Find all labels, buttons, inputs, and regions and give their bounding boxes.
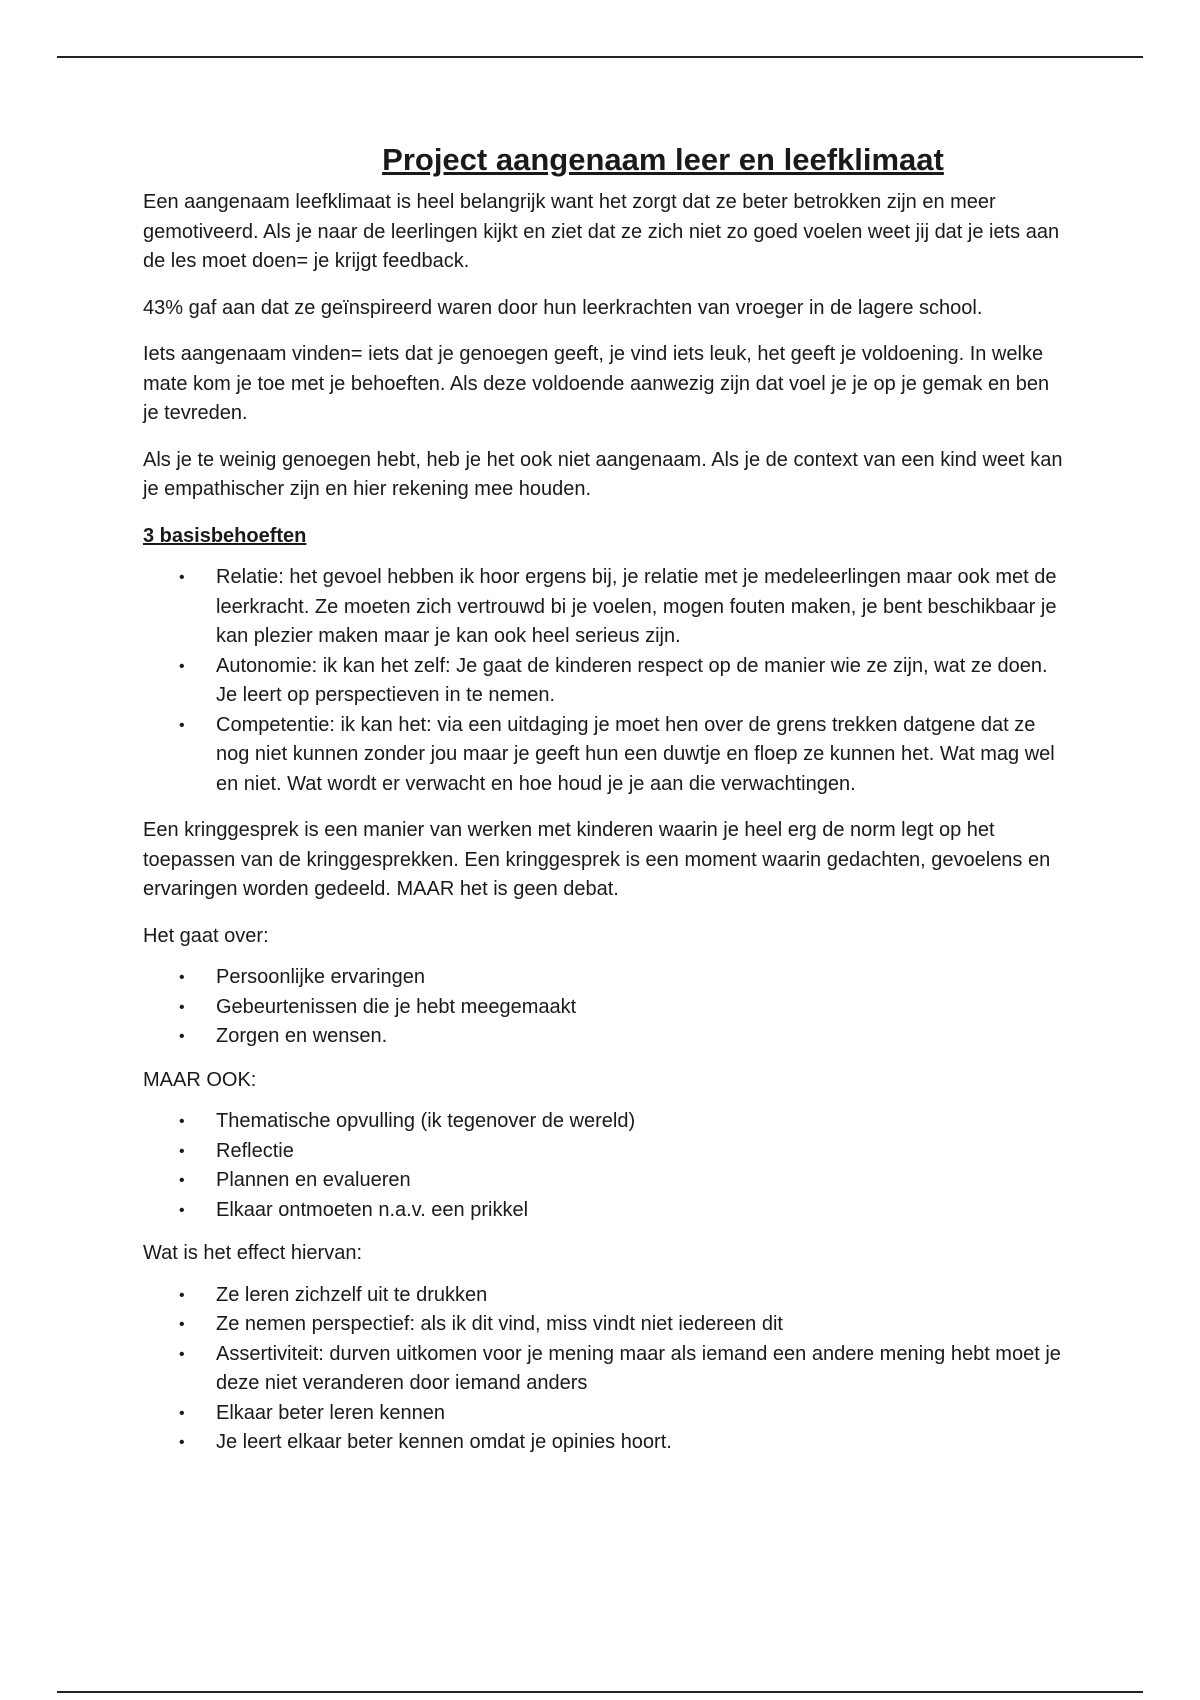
intro-paragraph-2: 43% gaf aan dat ze geïnspireerd waren door hun leerkrachten van vroeger in de lagere school. (143, 296, 983, 319)
bullet-icon: • (179, 657, 185, 675)
list-item (143, 1137, 1063, 1167)
list-item-text: Gebeurtenissen die je hebt meegemaakt (216, 995, 577, 1018)
list-item (143, 1281, 1063, 1311)
bullet-icon: • (179, 1142, 185, 1160)
list-item-text: Elkaar beter leren kennen (216, 1401, 446, 1424)
gaat-over-label: Het gaat over: (143, 924, 269, 947)
list-item (143, 1340, 1063, 1399)
bullet-icon: • (179, 1345, 185, 1363)
list-item-text: Elkaar ontmoeten n.a.v. een prikkel (216, 1198, 529, 1221)
list-item (143, 652, 1063, 711)
list-item (143, 1196, 1063, 1226)
list-item-text: Competentie: ik kan het: via een uitdaging je moet hen over de grens trekken datgene dat ze nog niet kunnen zonder jou maar je geeft hun een duwtje en floep ze kunnen het. Wat mag wel en niet. Wat wordt er verwacht en hoe houd je je aan die verwachtingen. (216, 713, 1055, 795)
list-item (143, 963, 1063, 993)
bullet-icon: • (179, 569, 185, 586)
list-item-text: Ze nemen perspectief: als ik dit vind, miss vindt niet iedereen dit (216, 1313, 783, 1335)
kringgesprek-paragraph: Een kringgesprek is een manier van werken met kinderen waarin je heel erg de norm legt op het toepassen van de kringgesprekken. Een kringgesprek is een moment waarin gedachten, gevoelens en ervaringen worden gedeeld. MAAR het is geen debat. (143, 819, 1051, 900)
list-item (143, 1310, 1063, 1340)
basisbehoeften-list (143, 563, 1063, 799)
list-item-text: Thematische opvulling (ik tegenover de wereld) (216, 1110, 636, 1132)
list-item-text: Autonomie: ik kan het zelf: Je gaat de kinderen respect op de manier wie ze zijn, wat ze doen. Je leert op perspectieven in te nemen. (216, 654, 1048, 706)
list-item (143, 1107, 1063, 1137)
gaat-over-list (143, 963, 1063, 1052)
bullet-icon: • (179, 1404, 185, 1422)
document-body (143, 140, 1063, 1472)
bullet-icon: • (179, 1201, 185, 1219)
bullet-icon: • (179, 998, 185, 1016)
list-item-text: Assertiviteit: durven uitkomen voor je mening maar als iemand een andere mening hebt moet je deze niet veranderen door iemand anders (216, 1342, 1061, 1394)
list-item-text: Zorgen en wensen. (216, 1025, 388, 1047)
list-item (143, 1166, 1063, 1196)
bullet-icon: • (179, 1172, 185, 1189)
page-title: Project aangenaam leer en leefklimaat (382, 142, 944, 177)
effect-list (143, 1281, 1063, 1458)
header-rule (57, 56, 1143, 58)
bullet-icon: • (179, 1434, 185, 1451)
list-item (143, 1022, 1063, 1052)
list-item-text: Persoonlijke ervaringen (216, 966, 426, 988)
bullet-icon: • (179, 969, 185, 986)
list-item-text: Plannen en evalueren (216, 1169, 411, 1191)
maar-ook-list (143, 1107, 1063, 1225)
list-item (143, 1399, 1063, 1429)
footer-rule (57, 1691, 1143, 1693)
list-item-text: Ze leren zichzelf uit te drukken (216, 1283, 488, 1306)
bullet-icon: • (179, 1286, 185, 1304)
list-item-text: Reflectie (216, 1139, 294, 1162)
maar-ook-label: MAAR OOK: (143, 1068, 257, 1091)
intro-paragraph-1: Een aangenaam leefklimaat is heel belangrijk want het zorgt dat ze beter betrokken zijn en meer gemotiveerd. Als je naar de leerlingen kijkt en ziet dat ze zich niet zo goed voelen weet jij dat je iets aan de les moet doen= je krijgt feedback. (143, 191, 1060, 272)
intro-paragraph-4: Als je te weinig genoegen hebt, heb je het ook niet aangenaam. Als je de context van een kind weet kan je empathischer zijn en hier rekening mee houden. (143, 448, 1063, 500)
list-item (143, 993, 1063, 1023)
bullet-icon: • (179, 716, 185, 734)
list-item-text: Relatie: het gevoel hebben ik hoor ergens bij, je relatie met je medeleerlingen maar ook met de leerkracht. Ze moeten zich vertrouwd bi je voelen, mogen fouten maken, je bent beschikbaar je kan plezier maken maar je kan ook heel serieus zijn. (216, 566, 1057, 647)
bullet-icon: • (179, 1316, 185, 1333)
bullet-icon: • (179, 1028, 185, 1045)
list-item-text: Je leert elkaar beter kennen omdat je opinies hoort. (216, 1431, 672, 1453)
list-item (143, 1428, 1063, 1458)
intro-paragraph-3: Iets aangenaam vinden= iets dat je genoegen geeft, je vind iets leuk, het geeft je voldoening. In welke mate kom je toe met je behoeften. Als deze voldoende aanwezig zijn dat voel je je op je gemak en ben je tevreden. (143, 343, 1050, 424)
section-heading-basisbehoeften: 3 basisbehoeften (143, 524, 307, 547)
bullet-icon: • (179, 1113, 185, 1130)
list-item (143, 711, 1063, 800)
list-item (143, 563, 1063, 652)
effect-label: Wat is het effect hiervan: (143, 1242, 362, 1264)
